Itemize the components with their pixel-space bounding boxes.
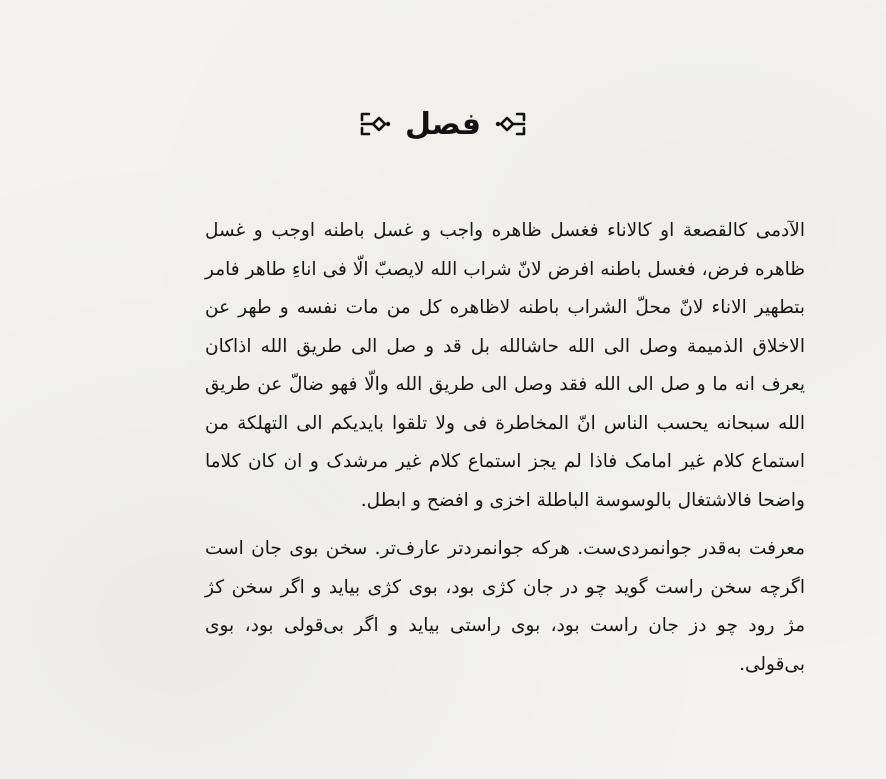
ornament-right-icon (495, 109, 531, 139)
ornament-left-icon (355, 109, 391, 139)
section-heading (0, 96, 886, 152)
persian-paragraph-block (205, 530, 805, 684)
arabic-paragraph: الآدمی کالقصعة او کالاناء فغسل ظاهره واجب و غسل باطنه اوجب و غسل ظاهره فرض، فغسل باطنه افرض لانّ شراب الله لایصبّ الّا فی اناءِ طاهر فامر بتطهیر الاناء لانّ محلّ الشراب باطنه لاظاهره کل من مات نفسه و طهر عن الاخلاق الذمیمة وصل الی الله حاشالله بل قد و صل الی طریق الله اذاکان یعرف انه ما و صل الی الله فقد وصل الی طریق الله والّا فهو ضالّ عن طریق الله سبحانه یحسب الناس انّ المخاطرة فی ولا تلقوا بایدیکم الی التهلکة من استماع کلام غیر امامک فاذا لم یجز استماع کلام غیر مرشدک و ان کان کلاما واضحا فالاشتغال بالوسوسة الباطلة اخزی و افضح و ابطل. (205, 220, 805, 511)
arabic-paragraph-block (205, 212, 805, 520)
persian-paragraph: معرفت به‌قدر جوانمردی‌ست. هر‌که جوانمردتر عارف‌تر. سخن بوی جان است اگرچه سخن راست گوید چو در جان کژی بود، بوی کژی بیاید و اگر سخن کژ مژ رود چو دز جان راست بود، بوی راستی بیاید و اگر بی‌قولی بود، بوی بی‌قولی. (205, 538, 805, 675)
section-title: فصل (405, 106, 481, 142)
